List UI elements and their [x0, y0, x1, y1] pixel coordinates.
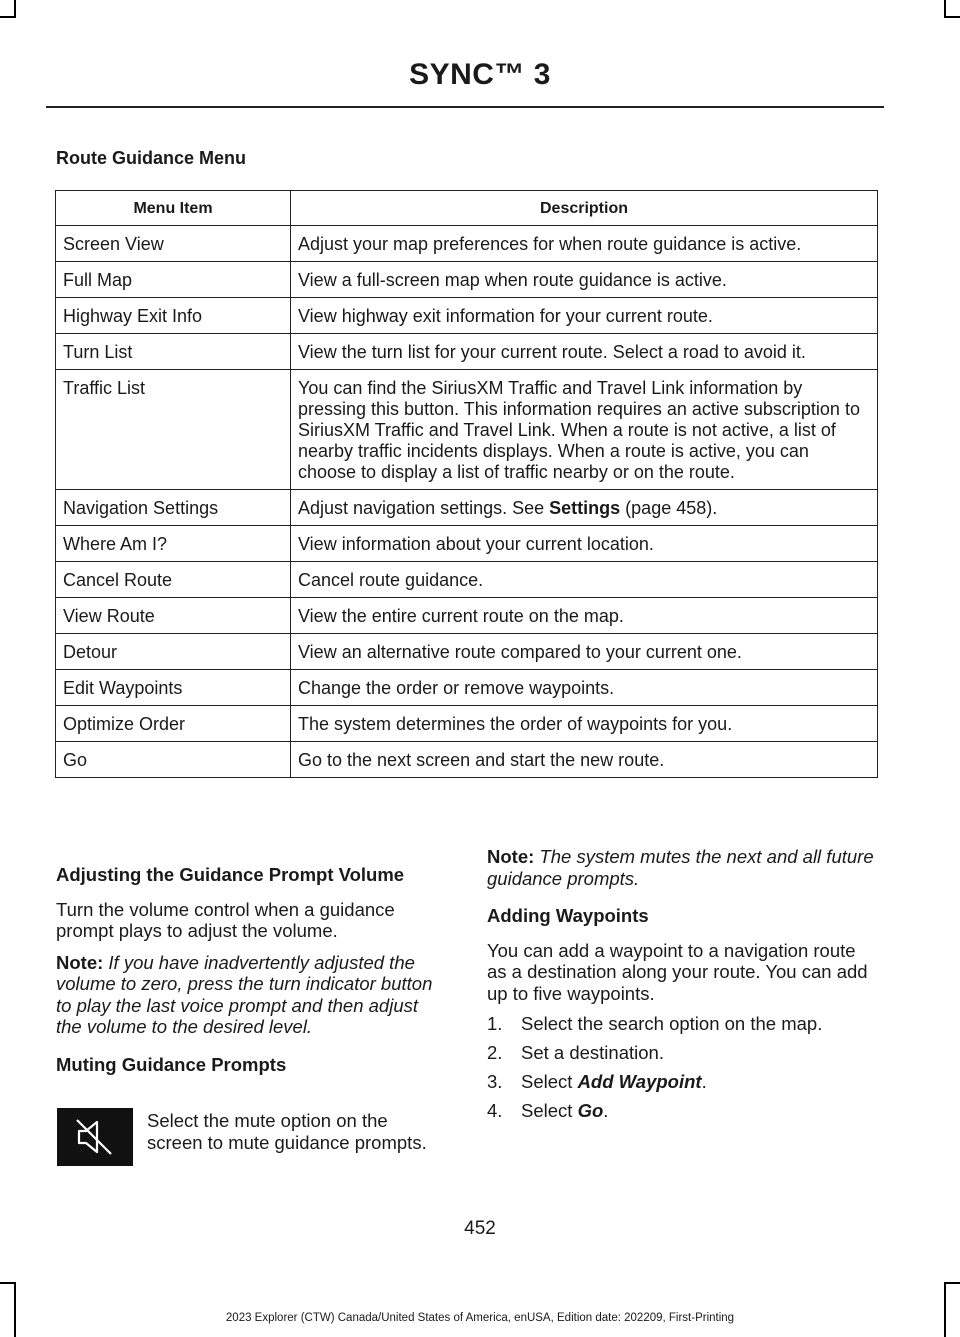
table-row — [56, 742, 878, 778]
mute-note — [487, 846, 877, 889]
waypoint-steps — [487, 1013, 877, 1129]
column-header-menu-item: Menu Item — [56, 191, 291, 226]
step-text — [521, 1071, 707, 1100]
crop-mark — [0, 16, 16, 18]
table-row — [56, 226, 878, 262]
description-cell: View information about your current location. — [291, 526, 878, 562]
note-label: Note: — [487, 846, 535, 867]
table-row — [56, 370, 878, 490]
step-number: 2. — [487, 1042, 503, 1063]
step-suffix: . — [701, 1071, 707, 1092]
volume-paragraph: Turn the volume control when a guidance prompt plays to adjust the volume. — [56, 898, 395, 941]
table-row — [56, 706, 878, 742]
note-text: The system mutes the next and all future guidance prompts. — [487, 846, 874, 889]
menu-item-cell: Traffic List — [56, 370, 291, 490]
go-option: Go — [577, 1100, 604, 1121]
note-label: Note: — [56, 951, 104, 973]
description-cell: You can find the SiriusXM Traffic and Travel Link information by pressing this button. This information requires an active subscription to SiriusXM Traffic and Travel Link. When a route is not active, a list of nearby traffic incidents displays. When a route is active, you can choose to display a list of traffic nearby or on the route. — [291, 370, 878, 490]
crop-mark — [0, 1282, 16, 1284]
waypoints-paragraph: You can add a waypoint to a navigation route as a destination along your route. You can add up to five waypoints. — [487, 939, 868, 1004]
menu-item-cell: Highway Exit Info — [56, 298, 291, 334]
waypoints-heading: Adding Waypoints — [487, 905, 649, 926]
step-text: Set a destination. — [521, 1042, 664, 1063]
table-row — [56, 334, 878, 370]
volume-heading: Adjusting the Guidance Prompt Volume — [56, 864, 405, 885]
add-waypoint-option: Add Waypoint — [577, 1071, 702, 1092]
list-item — [487, 1100, 877, 1129]
step-prefix: Select — [521, 1071, 578, 1092]
crop-mark — [14, 1282, 16, 1337]
list-item — [487, 1071, 877, 1100]
footer-edition-info: 2023 Explorer (CTW) Canada/United States of America, enUSA, Edition date: 202209, First-Printing — [225, 1312, 735, 1324]
description-text: Adjust navigation settings. See — [298, 498, 550, 518]
menu-item-cell: View Route — [56, 598, 291, 634]
menu-item-cell: Turn List — [56, 334, 291, 370]
menu-item-cell: Full Map — [56, 262, 291, 298]
page-header-title: SYNC™ 3 — [409, 58, 551, 91]
step-prefix: Select — [521, 1100, 578, 1121]
description-cell: View the entire current route on the map. — [291, 598, 878, 634]
menu-item-cell: Navigation Settings — [56, 490, 291, 526]
description-cell: View an alternative route compared to your current one. — [291, 634, 878, 670]
description-cell: View the turn list for your current route. Select a road to avoid it. — [291, 334, 878, 370]
list-item — [487, 1013, 877, 1042]
list-item — [487, 1042, 877, 1071]
header-divider — [46, 106, 884, 108]
note-text: If you have inadvertently adjusted the volume to zero, press the turn indicator button to play the last voice prompt and then adjust the volume to the desired level. — [56, 951, 433, 1037]
page-number: 452 — [464, 1218, 496, 1239]
table-row — [56, 670, 878, 706]
table-row — [56, 298, 878, 334]
column-header-description: Description — [291, 191, 878, 226]
description-cell — [291, 490, 878, 526]
description-cell: Cancel route guidance. — [291, 562, 878, 598]
step-text: Select the search option on the map. — [521, 1013, 823, 1034]
menu-item-cell: Detour — [56, 634, 291, 670]
right-column — [487, 846, 877, 1129]
crop-mark — [944, 16, 960, 18]
description-cell: Adjust your map preferences for when route guidance is active. — [291, 226, 878, 262]
description-cell: View a full-screen map when route guidance is active. — [291, 262, 878, 298]
crop-mark — [944, 1282, 946, 1337]
crop-mark — [944, 1282, 960, 1284]
step-text — [521, 1100, 608, 1129]
menu-item-cell: Optimize Order — [56, 706, 291, 742]
muting-paragraph: Select the mute option on the screen to mute guidance prompts. — [147, 1110, 427, 1153]
muting-heading: Muting Guidance Prompts — [56, 1053, 287, 1075]
description-cell: The system determines the order of waypoints for you. — [291, 706, 878, 742]
volume-note — [56, 952, 448, 1038]
menu-item-cell: Cancel Route — [56, 562, 291, 598]
description-cell: Change the order or remove waypoints. — [291, 670, 878, 706]
speaker-muted-icon — [73, 1117, 117, 1157]
table-row — [56, 490, 878, 526]
step-suffix: . — [603, 1100, 609, 1121]
table-row — [56, 262, 878, 298]
settings-link[interactable]: Settings — [549, 498, 621, 518]
step-number: 1. — [487, 1013, 503, 1034]
step-number: 4. — [487, 1100, 503, 1121]
section-title: Route Guidance Menu — [56, 148, 247, 168]
table-header-row — [56, 191, 878, 226]
description-cell: Go to the next screen and start the new route. — [291, 742, 878, 778]
mute-button-illustration — [57, 1108, 133, 1166]
table-row — [56, 634, 878, 670]
step-number: 3. — [487, 1071, 503, 1092]
menu-item-cell: Go — [56, 742, 291, 778]
page-reference: (page 458). — [620, 498, 718, 518]
menu-item-cell: Screen View — [56, 226, 291, 262]
menu-item-cell: Edit Waypoints — [56, 670, 291, 706]
left-column — [56, 864, 448, 1075]
route-guidance-table — [55, 190, 878, 778]
table-row — [56, 526, 878, 562]
table-row — [56, 598, 878, 634]
menu-item-cell: Where Am I? — [56, 526, 291, 562]
description-cell: View highway exit information for your current route. — [291, 298, 878, 334]
table-row — [56, 562, 878, 598]
